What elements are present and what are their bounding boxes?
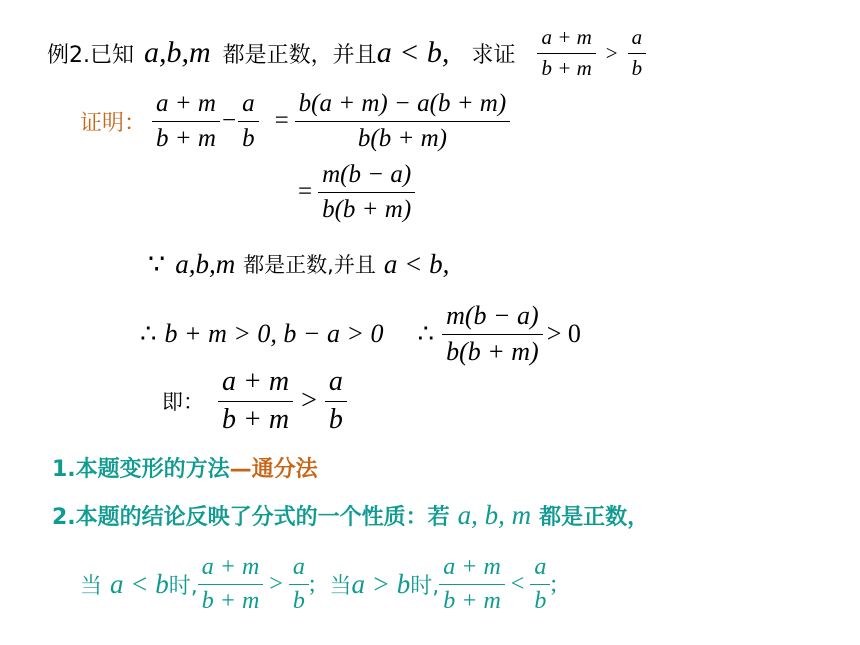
- property-frac-2-lhs: $\frac{a + m}{b + m}$: [439, 554, 505, 614]
- therefore-statement: b + m > 0, b − a > 0: [164, 319, 384, 348]
- proof-label: 证明：: [80, 110, 147, 136]
- proof-equals-2: =: [298, 178, 313, 205]
- property-shi-1: 时,: [168, 573, 198, 599]
- note-1-text: 1.本题变形的方法: [52, 457, 230, 482]
- conclusion-label: 即：: [162, 390, 204, 414]
- property-when-2: 当: [329, 573, 352, 599]
- therefore-gt-zero: > 0: [546, 319, 581, 348]
- proof-step-2: [298, 154, 415, 230]
- because-inequality: a < b,: [383, 248, 450, 279]
- because-line: [148, 244, 449, 284]
- property-separator: ;: [308, 570, 316, 597]
- because-vars: a,b,m: [175, 248, 236, 279]
- example-prefix: 例2.已知: [47, 42, 134, 68]
- property-line: [80, 544, 557, 624]
- conclusion-line: [162, 360, 347, 442]
- conclusion-gt-sign: >: [301, 385, 317, 416]
- proof-step-1: [80, 84, 510, 158]
- proof-simplified-fraction: $\frac{m(b - a)}{b(b + m)}$: [318, 161, 415, 223]
- example-statement: [47, 22, 646, 84]
- therefore-fraction: $\frac{m(b - a)}{b(b + m)}$: [442, 302, 543, 366]
- example-condition: 都是正数，并且: [222, 42, 377, 68]
- note-2-text: 2.本题的结论反映了分式的一个性质：若: [52, 505, 450, 530]
- property-end: ;: [550, 570, 557, 597]
- property-frac-2-rhs: $\frac{a}{b}$: [530, 554, 550, 614]
- because-symbol: ∵: [148, 248, 166, 280]
- proof-frac-a-plus-m: $\frac{a + m}{b + m}$: [152, 90, 220, 152]
- property-gt-sign: >: [269, 570, 283, 597]
- example-inequality: a < b,: [376, 36, 450, 69]
- therefore-symbol-2: ∴: [417, 319, 435, 349]
- therefore-symbol-1: ∴: [140, 319, 157, 349]
- note-1-method: —通分法: [229, 457, 318, 482]
- note-2-tail: 都是正数，: [539, 505, 650, 530]
- property-frac-1-lhs: $\frac{a + m}{b + m}$: [198, 554, 264, 614]
- property-shi-2: 时,: [410, 573, 440, 599]
- property-condition-1: a < b: [110, 568, 169, 599]
- proof-frac-a-over-b: $\frac{a}{b}$: [238, 90, 259, 152]
- proof-combined-fraction: $\frac{b(a + m) - a(b + m)}{b(b + m)}$: [295, 90, 511, 152]
- example-prove-label: 求证: [471, 42, 516, 68]
- note-2: [52, 500, 649, 531]
- note-1: [52, 452, 318, 483]
- property-frac-1-rhs: $\frac{a}{b}$: [289, 554, 309, 614]
- proof-minus: −: [221, 107, 237, 134]
- example-vars: a,b,m: [144, 36, 211, 69]
- because-text: 都是正数,并且: [243, 253, 376, 277]
- property-condition-2: a > b: [351, 568, 411, 599]
- example-rhs-fraction: $\frac{a}{b}$: [628, 26, 647, 79]
- property-lt-sign: <: [510, 570, 525, 597]
- property-when-1: 当: [80, 573, 103, 599]
- example-lhs-fraction: $\frac{a + m}{b + m}$: [537, 26, 595, 79]
- example-gt-sign: >: [605, 40, 618, 65]
- conclusion-lhs-fraction: $\frac{a + m}{b + m}$: [218, 367, 293, 436]
- proof-equals-1: =: [274, 107, 289, 134]
- note-2-vars: a, b, m: [457, 500, 532, 530]
- conclusion-rhs-fraction: $\frac{a}{b}$: [325, 367, 347, 436]
